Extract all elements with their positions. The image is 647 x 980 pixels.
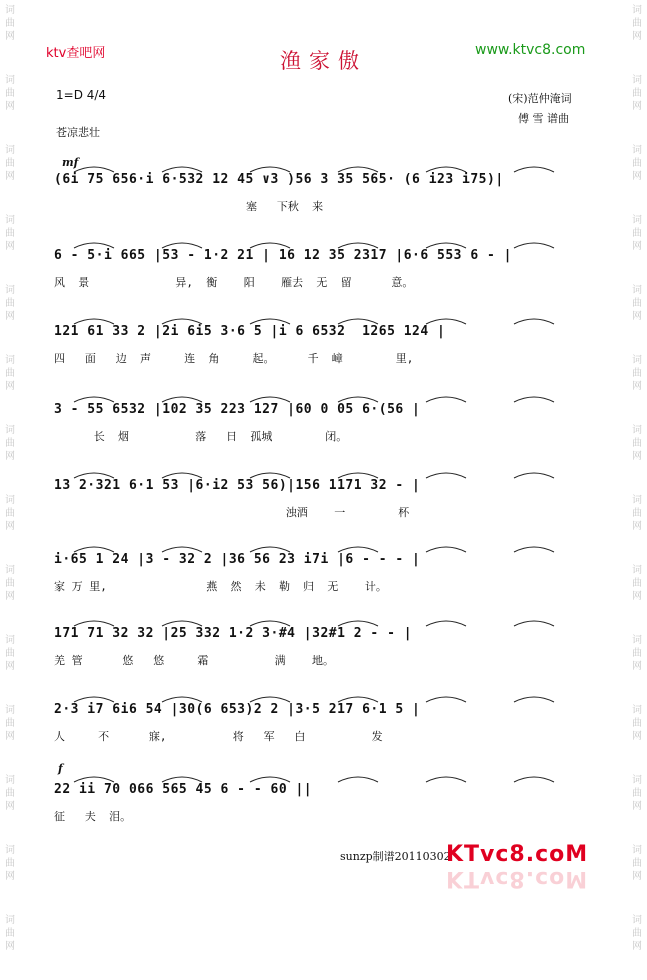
notation-line: (6i 75 656·i 6·532 12 45 ∨3 )56 3 35 565· (6 i23 i75)| [54,172,504,187]
watermark-left: 词 曲 网 词 曲 网 词 曲 网 词 曲 网 词 曲 网 词 曲 网 词 曲 网 词 曲 网 词 曲 网 词 曲 网 词 曲 网 词 曲 网 词 曲 网 词 曲 网 [5,5,15,952]
notation-line: 3 - 55 6532 |102 35 223 127 |60 0 05 6·(56 | [54,402,421,417]
lyric-line: 浊酒 一 杯 [54,506,410,519]
site-url-right[interactable]: www.ktvc8.com [475,42,586,58]
lyric-line: 羌 管 悠 悠 霜 满 地。 [54,654,335,667]
lyric-line: 家 万 里, 燕 然 未 勒 归 无 计。 [54,580,387,593]
notation-line: 22 ii 70 066 565 45 6 - - 60 || [54,782,313,797]
lyric-line: 征 夫 泪。 [54,810,132,823]
transcriber-signature: sunzp制谱20110302 [340,850,451,863]
song-title: 渔家傲 [280,49,367,73]
dynamic-f: f [58,762,63,775]
lyric-line: 塞 下秋 来 [54,200,324,213]
tempo-mood: 苍凉悲壮 [56,126,100,139]
composer-credit: 傅 雪 谱曲 [518,112,569,125]
notation-line: i·65 1 24 |3 - 32 2 |36 56 23 i7i |6 - - - | [54,552,421,567]
key-signature: 1=D 4/4 [56,88,107,102]
lyricist-credit: (宋)范仲淹词 [508,92,572,105]
notation-line: 121 61 33 2 |2i 6i5 3·6 5 |i 6 6532 1265 124 | [54,324,446,339]
lyric-line: 人 不 寐, 将 军 白 发 [54,730,383,743]
site-logo: KTvc8.coM [446,842,589,867]
site-name-left[interactable]: ktv查吧网 [46,46,106,61]
watermark-right: 词 曲 网 词 曲 网 词 曲 网 词 曲 网 词 曲 网 词 曲 网 词 曲 网 词 曲 网 词 曲 网 词 曲 网 词 曲 网 词 曲 网 词 曲 网 词 曲 网 [632,5,642,952]
lyric-line: 风 景 异, 衡 阳 雁去 无 留 意。 [54,276,414,289]
site-logo-reflection: KTvc8.coM [446,866,589,891]
notation-line: 2·3 i7 6i6 54 |30(6 653)2 2 |3·5 217 6·1 5 | [54,702,421,717]
notation-line: 171 71 32 32 |25 332 1·2 3·#4 |32#1 2 - - | [54,626,413,641]
notation-line: 13 2·321 6·1 53 |6·i2 53 56)|156 1171 32 - | [54,478,421,493]
dynamic-mf: mf [62,156,79,169]
notation-line: 6 - 5·i 665 |53 - 1·2 21 | 16 12 35 2317 |6·6 553 6 - | [54,248,512,263]
lyric-line: 长 烟 落 日 孤城 闭。 [54,430,348,443]
lyric-line: 四 面 边 声 连 角 起。 千 嶂 里, [54,352,414,365]
